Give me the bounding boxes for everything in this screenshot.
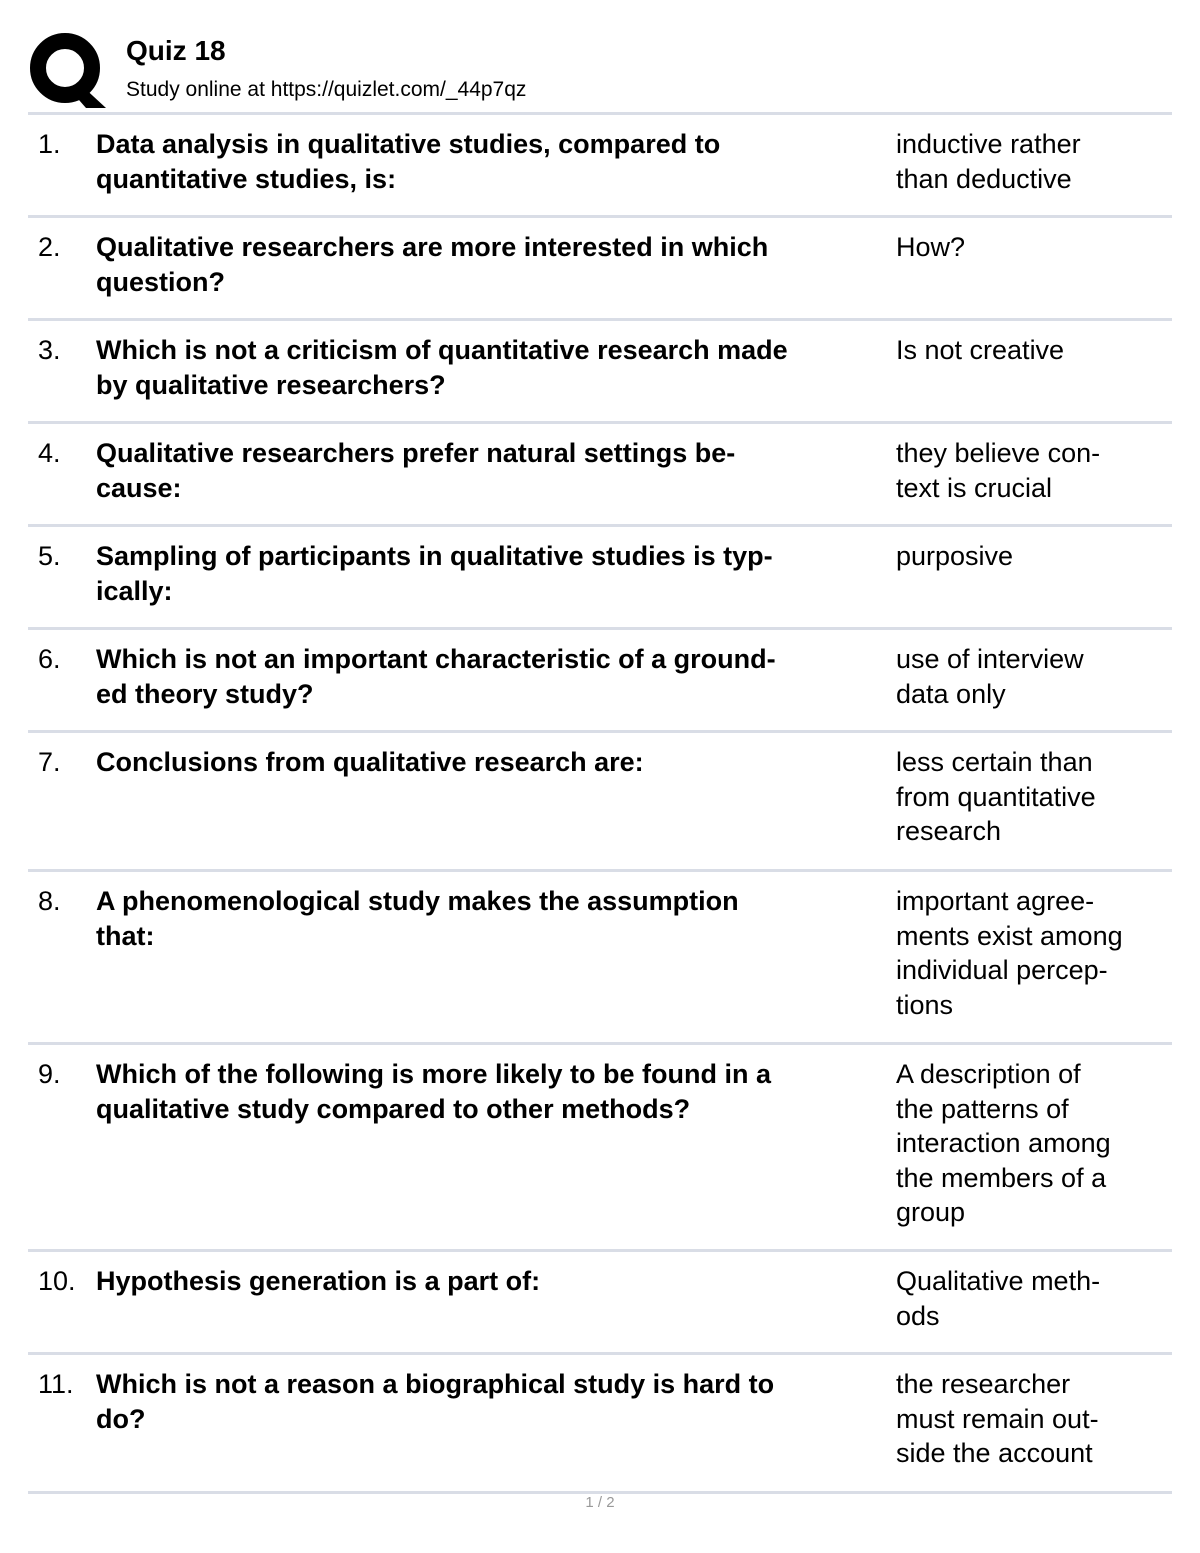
- answer-text: [896, 230, 1170, 265]
- item-number: 1.: [38, 129, 61, 159]
- answer-text: [896, 333, 1170, 368]
- answer-text: [896, 745, 1170, 849]
- answer-line: Qualitative meth-: [896, 1266, 1101, 1296]
- question-line: A phenomenological study makes the assumption: [96, 886, 739, 916]
- answer-line: the members of a: [896, 1162, 1107, 1193]
- question-text: [96, 1264, 896, 1299]
- answer-text: [896, 127, 1170, 196]
- question-line: by qualitative researchers?: [96, 369, 446, 400]
- question-line: Data analysis in qualitative studies, compared to: [96, 129, 721, 159]
- answer-line: text is crucial: [896, 472, 1053, 503]
- question-line: quantitative studies, is:: [96, 163, 397, 194]
- study-link[interactable]: https://quizlet.com/_44p7qz: [270, 78, 527, 101]
- quiz-item: [28, 1355, 1172, 1491]
- answer-line: A description of: [896, 1059, 1081, 1089]
- answer-line: less certain than: [896, 747, 1093, 777]
- question-text: [96, 1057, 896, 1126]
- answer-line: from quantitative: [896, 781, 1096, 812]
- answer-line: Is not creative: [896, 335, 1065, 365]
- question-text: [96, 745, 896, 780]
- quiz-item: [28, 115, 1172, 215]
- quiz-item: [28, 1252, 1172, 1352]
- answer-text: [896, 1367, 1170, 1471]
- question-text: [96, 230, 896, 299]
- question-line: ically:: [96, 575, 173, 606]
- question-line: Which is not a reason a biographical study is hard to: [96, 1369, 775, 1399]
- answer-text: [896, 436, 1170, 505]
- answer-line: data only: [896, 678, 1006, 709]
- answer-line: ments exist among: [896, 920, 1123, 951]
- item-number: 6.: [38, 644, 61, 674]
- item-number: 5.: [38, 541, 61, 571]
- answer-line: individual percep-: [896, 955, 1108, 985]
- question-text: [96, 1367, 896, 1436]
- quiz-item: [28, 872, 1172, 1042]
- answer-line: the researcher: [896, 1369, 1071, 1399]
- answer-line: tions: [896, 989, 954, 1020]
- quizlet-logo-icon: [28, 30, 108, 110]
- quiz-item: [28, 630, 1172, 730]
- question-line: Which is not an important characteristic of a ground-: [96, 644, 776, 674]
- answer-text: [896, 642, 1170, 711]
- quiz-item: [28, 424, 1172, 524]
- answer-line: must remain out-: [896, 1403, 1099, 1434]
- question-line: Which of the following is more likely to be found in a: [96, 1059, 772, 1089]
- answer-line: group: [896, 1197, 966, 1227]
- item-number: 3.: [38, 335, 61, 365]
- answer-line: side the account: [896, 1438, 1093, 1468]
- quiz-item: [28, 527, 1172, 627]
- question-line: do?: [96, 1403, 146, 1434]
- answer-text: [896, 884, 1170, 1022]
- question-line: Qualitative researchers are more interested in which: [96, 232, 769, 262]
- question-line: that:: [96, 920, 155, 951]
- answer-line: they believe con-: [896, 438, 1101, 468]
- answer-line: research: [896, 816, 1002, 846]
- question-text: [96, 333, 896, 402]
- question-text: [96, 642, 896, 711]
- item-number: 11.: [38, 1369, 74, 1399]
- answer-line: interaction among: [896, 1128, 1111, 1158]
- page-subtitle: [126, 76, 526, 104]
- item-number: 10.: [38, 1266, 76, 1296]
- question-line: Hypothesis generation is a part of:: [96, 1266, 541, 1296]
- question-line: Which is not a criticism of quantitative research made: [96, 335, 788, 365]
- answer-line: use of interview: [896, 644, 1084, 674]
- question-line: Qualitative researchers prefer natural settings be-: [96, 438, 736, 468]
- answer-text: [896, 1264, 1170, 1333]
- answer-line: than deductive: [896, 163, 1072, 194]
- question-line: Conclusions from qualitative research are:: [96, 747, 644, 777]
- question-text: [96, 127, 896, 196]
- answer-line: ods: [896, 1300, 940, 1331]
- question-text: [96, 884, 896, 953]
- answer-line: purposive: [896, 541, 1014, 571]
- quiz-list: [28, 112, 1172, 1494]
- answer-text: [896, 539, 1170, 574]
- question-line: Sampling of participants in qualitative studies is typ-: [96, 541, 773, 571]
- answer-line: the patterns of: [896, 1093, 1069, 1124]
- question-line: ed theory study?: [96, 678, 314, 709]
- page-header: [28, 28, 1172, 110]
- question-text: [96, 436, 896, 505]
- item-number: 4.: [38, 438, 61, 468]
- quiz-item: [28, 733, 1172, 869]
- quiz-item: [28, 218, 1172, 318]
- item-number: 9.: [38, 1059, 61, 1089]
- question-text: [96, 539, 896, 608]
- question-line: cause:: [96, 472, 182, 503]
- quiz-item: [28, 1045, 1172, 1249]
- page-indicator: 1 / 2: [585, 1494, 615, 1511]
- answer-line: inductive rather: [896, 129, 1081, 159]
- item-number: 8.: [38, 886, 61, 916]
- quiz-item: [28, 321, 1172, 421]
- item-number: 7.: [38, 747, 61, 777]
- answer-line: important agree-: [896, 886, 1095, 916]
- answer-text: [896, 1057, 1170, 1230]
- subtitle-prefix: Study online at: [126, 78, 271, 101]
- item-number: 2.: [38, 232, 61, 262]
- page-title: Quiz 18: [126, 35, 226, 66]
- question-line: question?: [96, 266, 225, 297]
- question-line: qualitative study compared to other methods?: [96, 1093, 691, 1124]
- answer-line: How?: [896, 232, 966, 262]
